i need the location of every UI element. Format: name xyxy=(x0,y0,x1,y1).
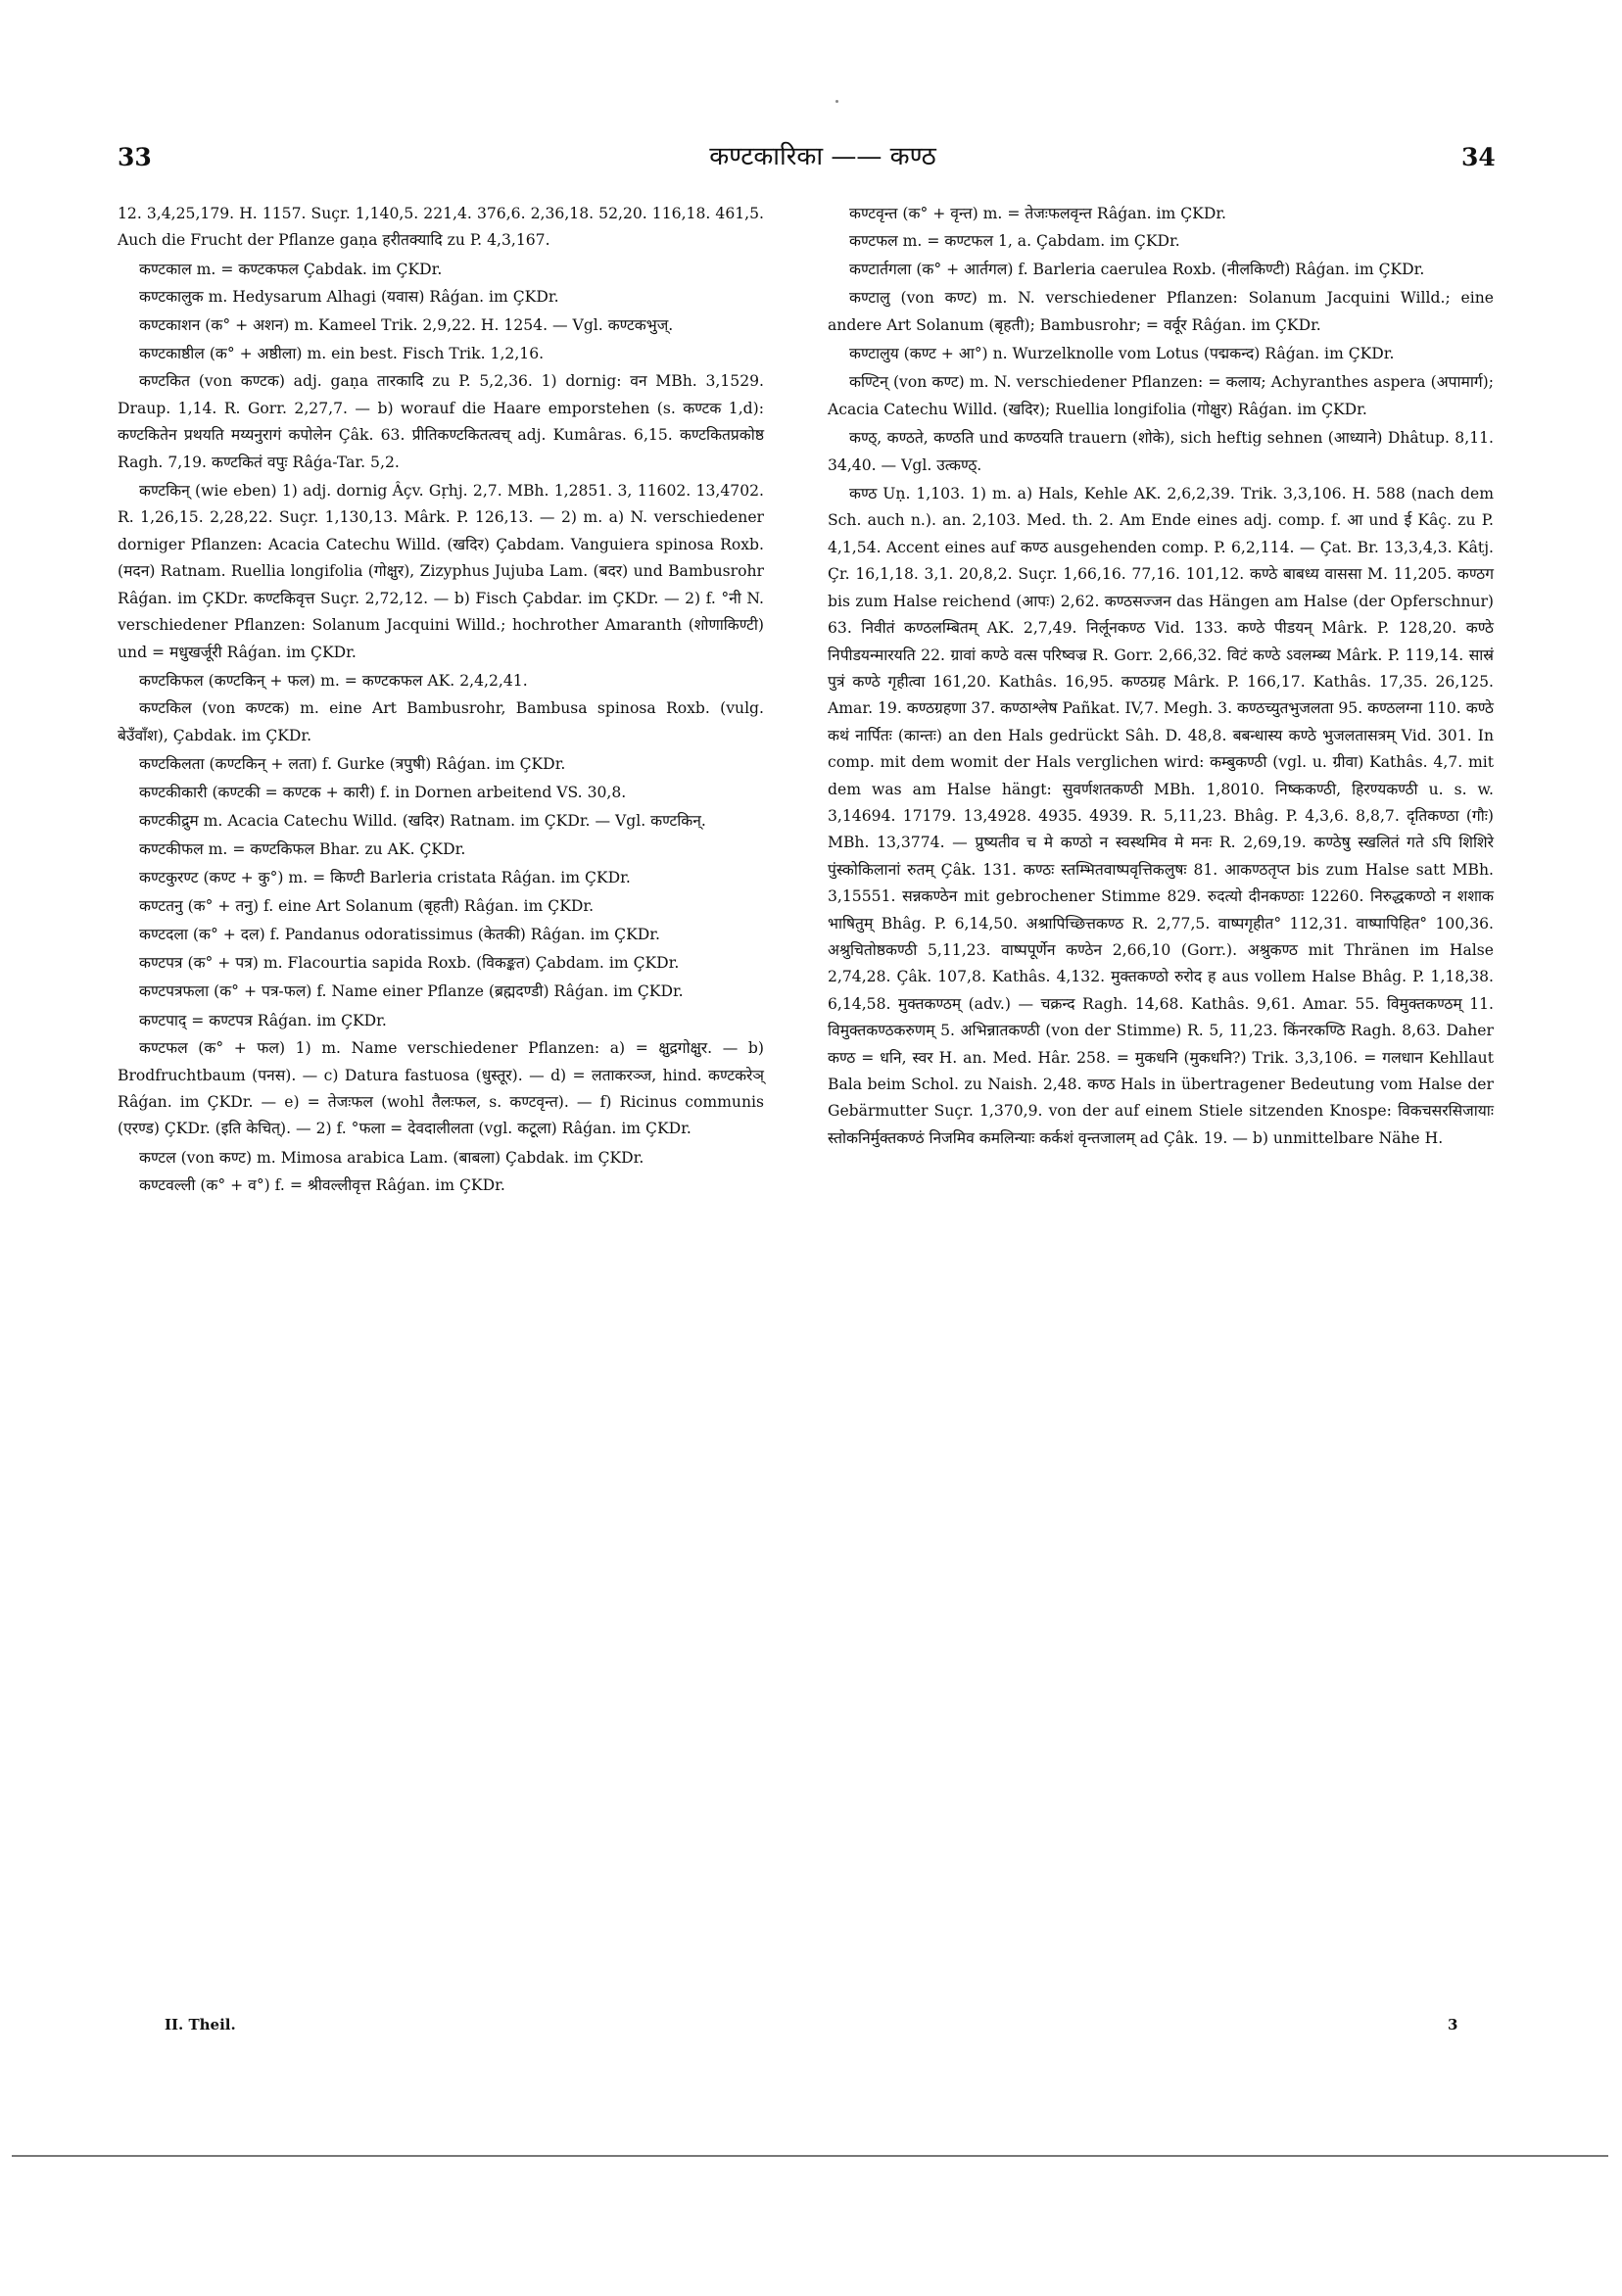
footer-signature: 3 xyxy=(1448,2016,1458,2033)
entry-kantakilata: कण्टकिलता (कण्टकिन् + लता) f. Gurke (त्रपुषी) Râǵan. im ÇKDr. xyxy=(139,755,566,774)
column-right xyxy=(828,201,1494,1154)
footer-volume: II. Theil. xyxy=(165,2016,236,2033)
entry-kantakashana: कण्टकाशन (क° + अशन) m. Kameel Trik. 2,9,22. H. 1254. — Vgl. कण्टकभुज्. xyxy=(139,315,674,334)
entry-kantadala: कण्टदला (क° + दल) f. Pandanus odoratissimus (केतकी) Râǵan. im ÇKDr. xyxy=(139,925,660,943)
entry-kantapatra: कण्टपत्र (क° + पत्र) m. Flacourtia sapida Roxb. (विकङ्कत) Çabdam. im ÇKDr. xyxy=(139,953,680,972)
entry-kantakita: कण्टकित (von कण्टक) adj. gaṇa तारकादि zu P. 5,2,36. 1) dornig: वन MBh. 3,1529. Draup. 1,14. R. Gorr. 2,27,7. — b) worauf die Haare emporstehen (s. कण्टक 1,d): कण्टकितेन प्रथयति मय्यनुरागं कपोलेन Çâk. 63. प्रीतिकण्टकितत्वच् adj. Kumâras. 6,15. कण्टकितप्रकोष्ठ Ragh. 7,19. कण्टकितं वपुः Râǵa-Tar. 5,2. xyxy=(118,372,764,471)
entry-kantakiphala: कण्टकिफल (कण्टकिन् + फल) m. = कण्टकफल AK. 2,4,2,41. xyxy=(139,671,528,690)
entry-kantha: कण्ठ Uṇ. 1,103. 1) m. a) Hals, Kehle AK. 2,6,2,39. Trik. 3,3,106. H. 588 (nach dem Sch. auch n.). an. 2,103. Med. th. 2. Am Ende eines adj. comp. f. आ und ई Kâç. zu P. 4,1,54. Accent eines auf कण्ठ ausgehenden comp. P. 6,2,114. — Çat. Br. 13,3,4,3. Kâtj. Çr. 16,1,18. 3,1. 20,8,2. Suçr. 1,66,16. 77,16. 101,12. कण्ठे बाबध्य वाससा M. 11,205. कण्ठग bis zum Halse reichend (आपः) 2,62. कण्ठसज्जन das Hängen am Halse (der Opferschnur) 63. निवीतं कण्ठलम्बितम् AK. 2,7,49. निर्लूनकण्ठ Vid. 133. कण्ठे पीडयन् Mârk. P. 128,20. कण्ठे निपीडयन्मारयति 22. ग्रावां कण्ठे वत्स परिष्वज्र R. Gorr. 2,66,32. विटं कण्ठे ऽवलम्ब्य Mârk. P. 119,14. सास्रं पुत्रं कण्ठे गृहीत्वा 161,20. Kathâs. 16,95. कण्ठग्रह Mârk. P. 166,17. Kathâs. 17,35. 26,125. Amar. 19. कण्ठग्रहणा 37. कण्ठाश्लेष Pañkat. IV,7. Megh. 3. कण्ठच्युतभुजलता 95. कण्ठलग्ना 110. कण्ठे कथं नार्पितः (कान्तः) an den Hals gedrückt Sâh. D. 48,8. बबन्धास्य कण्ठे भुजलतासत्रम् Vid. 301. In comp. mit dem womit der Hals verglichen wird: कम्बुकण्ठी (vgl. u. ग्रीवा) Kathâs. 4,7. mit dem was am Halse hängt: सुवर्णशतकण्ठी MBh. 1,8010. निष्ककण्ठी, हिरण्यकण्ठी u. s. w. 3,14694. 17179. 13,4928. 4935. 4939. R. 5,11,23. Bhâg. P. 4,3,6. 8,8,7. दृतिकण्ठा (गौः) MBh. 13,3774. — प्रुष्यतीव च मे कण्ठो न स्वस्थमिव मे मनः R. 2,69,19. कण्ठेषु स्खलितं गते ऽपि शिशिरे पुंस्कोकिलानां रुतम् Çâk. 131. कण्ठः स्तम्भितवाष्पवृत्तिकलुषः 81. आकण्ठतृप्त bis zum Halse satt MBh. 3,15551. सन्नकण्ठेन mit gebrochener Stimme 829. रुदत्यो दीनकण्ठाः 12260. निरुद्धकण्ठो न शशाक भाषितुम् Bhâg. P. 6,14,50. अश्रापिच्छित्तकण्ठ R. 2,77,5. वाष्पगृहीत° 112,31. वाष्पापिहित° 100,36. अश्रुचितोष्ठकण्ठी 5,11,23. वाष्पपूर्णेन कण्ठेन 2,66,10 (Gorr.). अश्रुकण्ठ mit Thränen im Halse 2,74,28. Çâk. 107,8. Kathâs. 4,132. मुक्तकण्ठो रुरोद ह aus vollem Halse Bhâg. P. 1,18,38. 6,14,58. मुक्तकण्ठम् (adv.) — चक्रन्द Ragh. 14,68. Kathâs. 9,61. Amar. 55. विमुक्तकण्ठम् 11. विमुक्तकण्ठकरुणम् 5. अभिन्नातकण्ठी (von der Stimme) R. 5, 11,23. किंनरकण्ठि Ragh. 8,63. Daher कण्ठ = धनि, स्वर H. an. Med. Hâr. 258. = मुकधनि (मुकधनि?) Trik. 3,3,106. = गलधान Kehllaut Bala beim Schol. zu Naish. 2,48. कण्ठ Hals in übertragener Bedeutung vom Halse der Gebärmutter Suçr. 1,370,9. von der auf einem Stiele sitzenden Knospe: विकचसरसिजायाः स्तोकनिर्मुक्तकण्ठं निजमिव कमलिन्याः कर्कशं वृन्तजालम् ad Çâk. 19. — b) unmittelbare Nähe H. xyxy=(828,485,1494,1147)
entry-kantaphala: कण्टफल (क° + फल) 1) m. Name verschiedener Pflanzen: a) = क्षुद्रगोक्षुर. — b) Brodfruchtbaum (पनस). — c) Datura fastuosa (धुस्तूर). — d) = लताकरञ्ज, hind. कण्टकरेञ् Râǵan. im ÇKDr. — e) = तेजःफल (wohl तैलःफल, s. कण्टवृन्त). — f) Ricinus communis (एरण्ड) ÇKDr. (इति केचित्). — 2) f. °फला = देवदालीलता (vgl. कटूला) Râǵan. im ÇKDr. xyxy=(118,1039,764,1138)
entry-continuation: 12. 3,4,25,179. H. 1157. Suçr. 1,140,5. 221,4. 376,6. 2,36,18. 52,20. 116,18. 461,5. Auch die Frucht der Pflanze gaṇa हरीतक्यादि zu P. 4,3,167. xyxy=(118,205,764,250)
entry-kantin: कण्टिन् (von कण्ट) m. N. verschiedener Pflanzen: = कलाय; Achyranthes aspera (अपामार्ग); Acacia Catechu Willd. (खदिर); Ruellia longifolia (गोक्षुर) Râǵan. im ÇKDr. xyxy=(828,373,1494,418)
entry-kantatanu: कण्टतनु (क° + तनु) f. eine Art Solanum (बृहती) Râǵan. im ÇKDr. xyxy=(139,897,595,916)
print-speck xyxy=(835,100,838,103)
entry-kantapad: कण्टपाद् = कण्टपत्र Râǵan. im ÇKDr. xyxy=(139,1011,387,1029)
entry-kantaphala-2: कण्टफल m. = कण्टफल 1, a. Çabdam. im ÇKDr. xyxy=(849,232,1180,251)
entry-kantakala: कण्टकाल m. = कण्टकफल Çabdak. im ÇKDr. xyxy=(139,260,443,278)
entry-kantakuranta: कण्टकुरण्ट (कण्ट + कु°) m. = किण्टी Barleria cristata Râǵan. im ÇKDr. xyxy=(139,868,631,886)
entry-kanth-verb: कण्ठ्, कण्ठते, कण्ठति und कण्ठयति trauern (शोके), sich heftig sehnen (आध्याने) Dhâtup. 8,11. 34,40. — Vgl. उत्कण्ठ्. xyxy=(828,429,1494,474)
entry-kantakikari: कण्टकीकारी (कण्टकी = कण्टक + कारी) f. in Dornen arbeitend VS. 30,8. xyxy=(139,783,627,801)
entry-kantalu: कण्टालु (von कण्ट) m. N. verschiedener Pflanzen: Solanum Jacquini Willd.; eine andere Art Solanum (बृहती); Bambusrohr; = वर्वूर Râǵan. im ÇKDr. xyxy=(828,289,1494,334)
entry-kantartagala: कण्टार्तगला (क° + आर्तगल) f. Barleria caerulea Roxb. (नीलकिण्टी) Râǵan. im ÇKDr. xyxy=(849,260,1425,278)
entry-kantaluya: कण्टालुय (कण्ट + आ°) n. Wurzelknolle vom Lotus (पद्मकन्द) Râǵan. im ÇKDr. xyxy=(849,345,1395,363)
entry-kantakila: कण्टकिल (von कण्टक) m. eine Art Bambusrohr, Bambusa spinosa Roxb. (vulg. बेउँवाँश), Çabdak. im ÇKDr. xyxy=(118,699,764,744)
bottom-divider xyxy=(12,2155,1608,2157)
entry-kantavalli: कण्टवल्ली (क° + व°) f. = श्रीवल्लीवृत्त Râǵan. im ÇKDr. xyxy=(139,1176,505,1195)
entry-kantavrinta: कण्टवृन्त (क° + वृन्त) m. = तेजःफलवृन्त Râǵan. im ÇKDr. xyxy=(849,205,1227,222)
entry-kantakidruma: कण्टकीद्रुम m. Acacia Catechu Willd. (खदिर) Ratnam. im ÇKDr. — Vgl. कण्टकिन्. xyxy=(139,811,706,830)
column-left xyxy=(118,201,764,1201)
running-title: कण्टकारिका —— कण्ठ xyxy=(709,142,936,171)
entry-kantakiphala-2: कण्टकीफल m. = कण्टकिफल Bhar. zu AK. ÇKDr. xyxy=(139,840,466,859)
page-number-right: 34 xyxy=(1461,143,1496,171)
entry-kantapatraphala: कण्टपत्रफला (क° + पत्र-फल) f. Name einer Pflanze (ब्रह्मदण्डी) Râǵan. im ÇKDr. xyxy=(139,982,684,1001)
page-number-left: 33 xyxy=(118,143,152,171)
entry-kantakin: कण्टकिन् (wie eben) 1) adj. dornig Âçv. Gṛhj. 2,7. MBh. 1,2851. 3, 11602. 13,4702. R. 1,26,15. 2,28,22. Suçr. 1,130,13. Mârk. P. 126,13. — 2) m. a) N. verschiedener dorniger Pflanzen: Acacia Catechu Willd. (खदिर) Çabdam. Vanguiera spinosa Roxb. (मदन) Ratnam. Ruellia longifolia (गोक्षुर), Zizyphus Jujuba Lam. (बदर) und Bambusrohr Râǵan. im ÇKDr. कण्टकिवृत्त Suçr. 2,72,12. — b) Fisch Çabdar. im ÇKDr. — 2) f. °नी N. verschiedener Pflanzen: Solanum Jacquini Willd.; hochrother Amaranth (शोणाकिण्टी) und = मधुखर्जूरी Râǵan. im ÇKDr. xyxy=(118,482,764,661)
entry-kantala: कण्टल (von कण्ट) m. Mimosa arabica Lam. (बाबला) Çabdak. im ÇKDr. xyxy=(139,1148,644,1167)
entry-kantakashthila: कण्टकाष्ठील (क° + अष्ठीला) m. ein best. Fisch Trik. 1,2,16. xyxy=(139,345,545,363)
entry-kantakaluka: कण्टकालुक m. Hedysarum Alhagi (यवास) Râǵan. im ÇKDr. xyxy=(139,288,559,307)
